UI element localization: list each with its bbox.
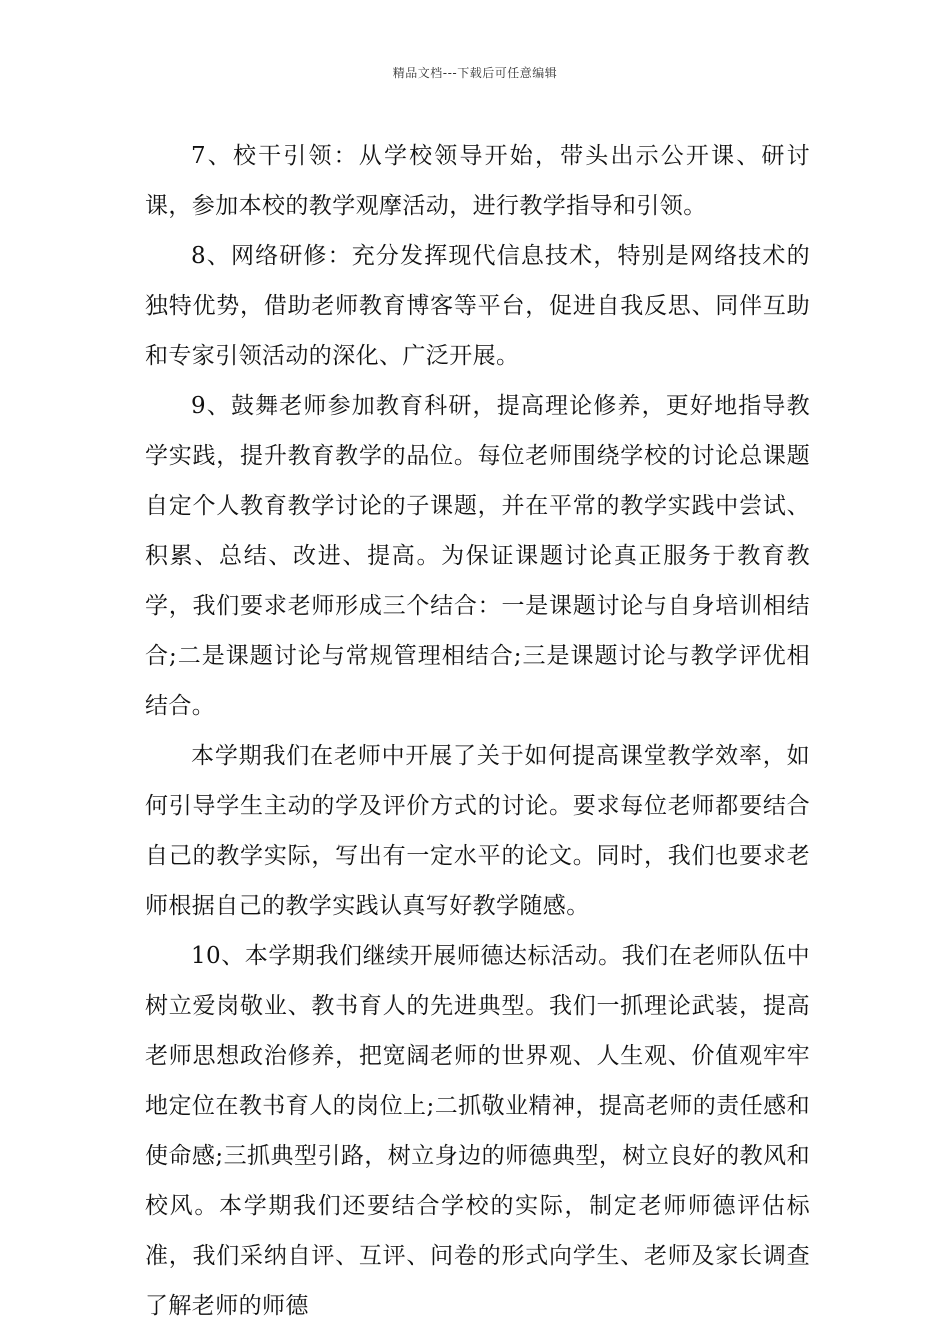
paragraph-9: 9、鼓舞老师参加教育科研，提高理论修养，更好地指导教学实践，提升教育教学的品位。每位老师围绕学校的讨论总课题自定个人教育教学讨论的子课题，并在平常的教学实践中尝试、积累、总结、改进、提高。为保证课题讨论真正服务于教育教学，我们要求老师形成三个结合：一是课题讨论与自身培训相结合;二是课题讨论与常规管理相结合;三是课题讨论与教学评优相结合。 xyxy=(145,393,810,719)
paragraph-8: 8、网络研修：充分发挥现代信息技术，特别是网络技术的独特优势，借助老师教育博客等平台，促进自我反思、同伴互助和专家引领活动的深化、广泛开展。 xyxy=(145,243,810,369)
paragraph-10: 10、本学期我们继续开展师德达标活动。我们在老师队伍中树立爱岗敬业、教书育人的先进典型。我们一抓理论武装，提高老师思想政治修养，把宽阔老师的世界观、人生观、价值观牢牢地定位在教书育人的岗位上;二抓敬业精神，提高老师的责任感和使命感;三抓典型引路，树立身边的师德典型，树立良好的教风和校风。本学期我们还要结合学校的实际，制定老师师德评估标准，我们采纳自评、互评、问卷的形式向学生、老师及家长调查了解老师的师德 xyxy=(145,943,810,1319)
paragraph-7: 7、校干引领：从学校领导开始，带头出示公开课、研讨课，参加本校的教学观摩活动，进行教学指导和引领。 xyxy=(145,143,810,219)
paragraph-research-note: 本学期我们在老师中开展了关于如何提高课堂教学效率，如何引导学生主动的学及评价方式的讨论。要求每位老师都要结合自己的教学实际，写出有一定水平的论文。同时，我们也要求老师根据自己的教学实践认真写好教学随感。 xyxy=(145,743,810,919)
page-header: 精品文档---下载后可任意编辑 xyxy=(392,66,558,80)
document-body xyxy=(145,131,810,1331)
